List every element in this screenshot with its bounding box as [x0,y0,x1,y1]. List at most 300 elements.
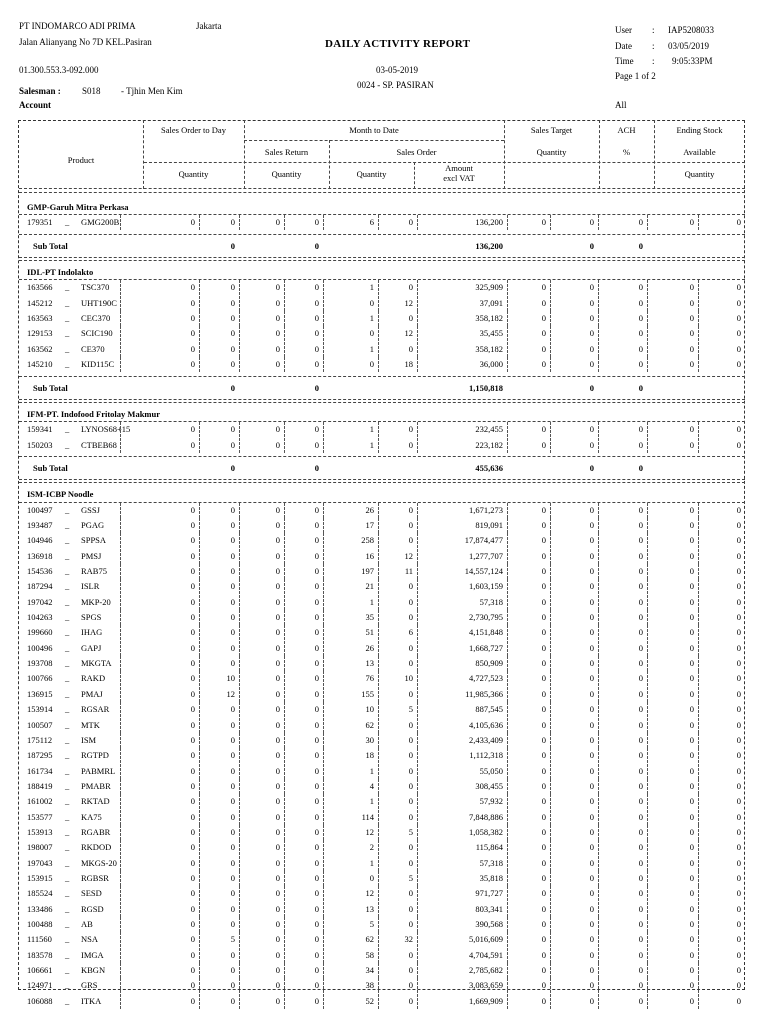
cell-divider [199,702,200,717]
salesman-label: Salesman : [19,86,61,96]
row-value: 0 [408,504,413,515]
product-name: MKGS-20 [81,857,117,868]
cell-divider [598,438,599,453]
row-value: 0 [589,424,594,435]
row-value: 0 [689,796,694,807]
row-value: 5 [408,873,413,883]
cell-divider [284,733,285,748]
product-name: TSC370 [81,282,110,293]
row-value: 0 [736,980,741,991]
row-value: 0 [408,995,413,1006]
row-value: 0 [689,934,694,945]
cell-divider [598,978,599,993]
product-name: KA75 [81,811,102,822]
row-value: 0 [736,842,741,853]
row-value: 0 [190,566,195,576]
row-value: 0 [230,995,235,1006]
row-value: 803,341 [475,903,503,914]
row-value: 0 [589,217,594,228]
product-code: 100766 [27,673,53,684]
row-value: 0 [408,343,413,354]
row-value: 0 [190,734,195,745]
row-value: 0 [230,796,235,807]
row-value: 0 [541,919,546,930]
row-value: 0 [589,297,594,308]
cell-divider [239,518,240,533]
row-value: 10 [404,673,413,684]
cell-divider [698,963,699,978]
row-value: 0 [589,826,594,837]
row-value: 0 [689,811,694,822]
cell-divider [323,733,324,748]
row-value: 0 [190,688,195,699]
cell-divider [239,311,240,326]
cell-divider [239,342,240,357]
row-value: 12 [226,688,235,699]
cell-divider [323,215,324,230]
row-value: 0 [190,673,195,684]
row-value: 0 [689,842,694,853]
row-value: 0 [541,704,546,715]
cell-divider [507,748,508,763]
cell-divider [323,311,324,326]
row-value: 0 [230,888,235,899]
product-dash: _ [65,780,70,791]
cell-divider [550,215,551,230]
row-value: 0 [230,566,235,576]
table-row [19,779,745,794]
row-value: 0 [541,504,546,515]
product-code: 199660 [27,627,53,638]
row-value: 0 [314,535,319,546]
row-value: 4 [369,780,374,791]
cell-divider [120,326,121,341]
cell-divider [647,702,648,717]
subtotal-value: 0 [230,462,235,473]
row-value: 0 [190,343,195,354]
row-value: 0 [736,873,741,883]
row-value: 0 [408,313,413,324]
row-value: 0 [275,796,280,807]
cell-divider [120,503,121,518]
cell-divider [120,595,121,610]
cell-divider [550,963,551,978]
cell-divider [239,764,240,779]
row-value: 0 [275,873,280,883]
cell-divider [550,503,551,518]
branch-name: 0024 - SP. PASIRAN [357,80,434,90]
row-value: 21 [365,581,374,592]
product-name: CE370 [81,343,105,354]
cell-divider [120,963,121,978]
cell-divider [120,518,121,533]
cell-divider [417,610,418,625]
cell-divider [378,533,379,548]
col-stock-qty: Quantity [684,169,715,179]
table-row [19,357,745,372]
row-value: 0 [638,995,643,1006]
row-value: 0 [314,688,319,699]
row-value: 0 [638,673,643,684]
row-value: 76 [365,673,374,684]
row-value: 0 [541,627,546,638]
row-value: 1 [369,765,374,776]
cell-divider [323,518,324,533]
cell-divider [120,610,121,625]
cell-divider [323,917,324,932]
row-value: 0 [589,282,594,293]
cell-divider [550,641,551,656]
row-value: 1,668,727 [469,642,503,653]
row-value: 12 [365,826,374,837]
row-value: 0 [408,658,413,669]
table-row [19,656,745,671]
row-value: 0 [314,424,319,435]
row-value: 0 [541,888,546,899]
cell-divider [378,215,379,230]
row-value: 0 [275,282,280,293]
row-value: 0 [275,903,280,914]
cell-divider [120,296,121,311]
cell-divider [417,886,418,901]
row-value: 308,455 [475,780,503,791]
row-value: 0 [230,750,235,761]
row-value: 0 [275,811,280,822]
cell-divider [284,342,285,357]
cell-divider [550,549,551,564]
user-value: IAP5208033 [668,25,715,35]
cell-divider [239,932,240,947]
product-code: 153913 [27,826,53,837]
product-name: RGTPD [81,750,109,761]
col-product: Product [67,155,95,165]
product-code: 183578 [27,949,53,960]
cell-divider [323,656,324,671]
row-value: 0 [230,965,235,976]
row-value: 0 [314,328,319,339]
col-ach: ACH [617,125,636,135]
product-name: ISLR [81,581,100,592]
row-value: 0 [541,658,546,669]
subtotal-value: 1,150,818 [469,382,503,393]
product-dash: _ [65,550,70,561]
row-value: 0 [190,658,195,669]
cell-divider [284,779,285,794]
row-value: 0 [541,581,546,592]
cell-divider [647,963,648,978]
cell-divider [199,438,200,453]
row-value: 0 [408,642,413,653]
row-value: 0 [736,965,741,976]
row-value: 0 [589,888,594,899]
row-value: 0 [736,811,741,822]
cell-divider [378,718,379,733]
row-value: 0 [541,719,546,730]
cell-divider [598,932,599,947]
cell-divider [378,564,379,579]
table-row [19,794,745,809]
row-value: 2 [369,842,374,853]
cell-divider [120,641,121,656]
cell-divider [698,438,699,453]
table-row [19,533,745,548]
table-row [19,994,745,1009]
cell-divider [698,810,699,825]
cell-divider [550,871,551,886]
row-value: 0 [408,535,413,546]
cell-divider [550,656,551,671]
row-value: 0 [275,688,280,699]
cell-divider [507,856,508,871]
table-row [19,625,745,640]
row-value: 0 [230,535,235,546]
cell-divider [647,856,648,871]
cell-divider [199,856,200,871]
cell-divider [120,902,121,917]
cell-divider [598,656,599,671]
cell-divider [417,748,418,763]
cell-divider [378,687,379,702]
row-value: 0 [314,949,319,960]
product-name: GSSJ [81,504,100,515]
row-value: 0 [689,734,694,745]
row-value: 38 [365,980,374,991]
row-value: 0 [541,550,546,561]
cell-divider [199,963,200,978]
cell-divider [378,948,379,963]
row-value: 0 [638,919,643,930]
row-value: 0 [408,903,413,914]
row-value: 0 [589,313,594,324]
row-value: 0 [190,888,195,899]
row-value: 0 [314,282,319,293]
row-value: 0 [736,704,741,715]
table-row [19,871,745,886]
cell-divider [378,856,379,871]
cell-divider [323,641,324,656]
cell-divider [507,625,508,640]
row-value: 0 [689,596,694,607]
cell-divider [698,748,699,763]
cell-divider [598,886,599,901]
cell-divider [698,311,699,326]
row-value: 0 [589,566,594,576]
row-value: 0 [190,719,195,730]
cell-divider [417,948,418,963]
cell-divider [550,311,551,326]
cell-divider [120,871,121,886]
row-value: 0 [190,359,195,370]
cell-divider [598,564,599,579]
row-value: 0 [190,612,195,623]
cell-divider [698,357,699,372]
row-value: 1 [369,796,374,807]
cell-divider [239,687,240,702]
product-dash: _ [65,811,70,822]
cell-divider [698,779,699,794]
row-value: 0 [541,596,546,607]
cell-divider [598,948,599,963]
row-value: 0 [638,566,643,576]
report-date: 03-05-2019 [376,65,418,75]
row-value: 0 [638,765,643,776]
row-value: 0 [589,439,594,450]
product-name: RAB75 [81,566,107,576]
cell-divider [378,422,379,437]
cell-divider [239,503,240,518]
cell-divider [199,422,200,437]
row-value: 0 [190,627,195,638]
cell-divider [323,610,324,625]
row-value: 0 [275,424,280,435]
row-value: 7,848,886 [469,811,503,822]
cell-divider [647,718,648,733]
subtotal-value: 0 [638,382,643,393]
row-value: 2,730,795 [469,612,503,623]
row-value: 0 [589,903,594,914]
cell-divider [199,764,200,779]
product-name: AB [81,919,93,930]
row-value: 0 [275,535,280,546]
row-value: 0 [736,734,741,745]
cell-divider [199,825,200,840]
cell-divider [323,886,324,901]
cell-divider [417,533,418,548]
row-value: 1,671,273 [469,504,503,515]
product-code: 163566 [27,282,53,293]
cell-divider [507,948,508,963]
row-value: 0 [314,343,319,354]
cell-divider [550,825,551,840]
cell-divider [323,326,324,341]
col-qty-today: Quantity [178,169,209,179]
row-value: 0 [369,328,374,339]
row-value: 0 [638,734,643,745]
cell-divider [378,871,379,886]
row-value: 0 [736,566,741,576]
row-value: 0 [638,596,643,607]
row-value: 0 [736,658,741,669]
cell-divider [550,687,551,702]
row-value: 0 [689,359,694,370]
cell-divider [507,794,508,809]
product-code: 153914 [27,704,53,715]
cell-divider [647,810,648,825]
row-value: 0 [541,934,546,945]
cell-divider [239,917,240,932]
product-code: 197043 [27,857,53,868]
cell-divider [647,625,648,640]
cell-divider [647,840,648,855]
row-value: 0 [190,439,195,450]
cell-divider [698,917,699,932]
product-name: SPPSA [81,535,107,546]
cell-divider [378,326,379,341]
row-value: 197 [361,566,374,576]
row-value: 0 [689,627,694,638]
row-value: 0 [541,217,546,228]
cell-divider [199,779,200,794]
cell-divider [647,311,648,326]
cell-divider [239,748,240,763]
row-value: 0 [541,612,546,623]
cell-divider [378,595,379,610]
cell-divider [507,963,508,978]
cell-divider [239,871,240,886]
row-value: 13 [365,903,374,914]
cell-divider [417,326,418,341]
salesman-name: - Tjhin Men Kim [121,86,183,96]
cell-divider [647,978,648,993]
cell-divider [417,963,418,978]
row-value: 0 [638,888,643,899]
cell-divider [239,733,240,748]
product-name: PMABR [81,780,111,791]
cell-divider [323,764,324,779]
row-value: 10 [365,704,374,715]
row-value: 0 [275,780,280,791]
cell-divider [323,794,324,809]
cell-divider [698,671,699,686]
subtotal-label: Sub Total [33,382,68,393]
cell-divider [284,948,285,963]
cell-divider [284,311,285,326]
cell-divider [598,994,599,1009]
cell-divider [550,810,551,825]
cell-divider [598,917,599,932]
cell-divider [647,533,648,548]
cell-divider [550,564,551,579]
cell-divider [550,886,551,901]
cell-divider [507,326,508,341]
row-value: 0 [230,980,235,991]
cell-divider [698,625,699,640]
cell-divider [647,610,648,625]
row-value: 0 [275,612,280,623]
product-code: 175112 [27,734,53,745]
row-value: 155 [361,688,374,699]
user-label: User [615,25,632,35]
cell-divider [647,579,648,594]
cell-divider [598,671,599,686]
cell-divider [120,886,121,901]
subtotal-value: 0 [230,240,235,251]
cell-divider [199,503,200,518]
row-value: 0 [230,857,235,868]
cell-divider [239,656,240,671]
row-value: 0 [541,734,546,745]
product-name: GMG200B [81,217,120,228]
cell-divider [199,610,200,625]
table-row [19,296,745,311]
cell-divider [698,641,699,656]
row-value: 0 [736,919,741,930]
date-colon: : [652,41,655,51]
subtotal-value: 136,200 [475,240,503,251]
row-value: 0 [190,903,195,914]
cell-divider [417,825,418,840]
row-value: 0 [589,750,594,761]
cell-divider [284,438,285,453]
cell-divider [598,280,599,295]
cell-divider [417,856,418,871]
cell-divider [598,764,599,779]
row-value: 0 [190,328,195,339]
row-value: 18 [404,359,413,370]
group-end-separator [19,479,745,480]
cell-divider [598,357,599,372]
group-name: ISM-ICBP Noodle [27,489,94,500]
